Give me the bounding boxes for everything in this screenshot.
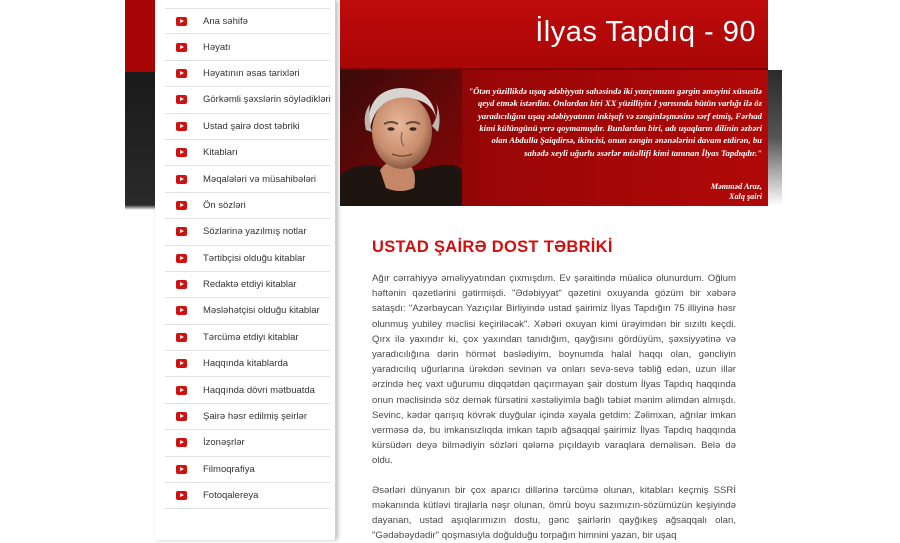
sidebar-item-label: Kitabları [203,147,238,159]
play-icon [176,122,187,131]
sidebar-item-famous-sayings[interactable] [165,87,330,113]
sidebar-item-translated-books[interactable] [165,325,330,351]
sidebar-item-friend-congrats[interactable] [165,114,330,140]
play-icon [176,148,187,157]
sidebar-item-articles[interactable] [165,166,330,192]
sidebar-item-label: Tərtibçisi olduğu kitablar [203,252,306,264]
quote-banner [340,70,768,206]
decorative-band [125,0,155,210]
sidebar-item-label: Məqalələri və müsahibələri [203,173,316,185]
play-icon [176,201,187,210]
play-icon [176,227,187,236]
play-icon [176,17,187,26]
sidebar-item-photo-gallery[interactable] [165,483,330,509]
sidebar-menu [165,8,330,509]
quote-author-title: Xalq şairi [729,192,762,201]
portrait-image [340,70,462,206]
sidebar-item-label: Ana səhifə [203,15,248,27]
play-icon [176,280,187,289]
quote-author-name: Məmməd Araz, [710,182,762,191]
sidebar-item-label: Şairə həsr edilmiş şeirlər [203,411,308,423]
sidebar-item-label: Haqqında dövri mətbuatda [203,384,315,396]
sidebar-item-label: Fotoqalereya [203,490,259,502]
sidebar-item-label: Həyatı [203,41,231,53]
header-banner [340,0,768,70]
sidebar-item-filmography[interactable] [165,457,330,483]
play-icon [176,254,187,263]
sidebar-item-consulted-books[interactable] [165,298,330,324]
play-icon [176,386,187,395]
sidebar-item-home[interactable] [165,8,330,34]
sidebar-item-prefaces[interactable] [165,193,330,219]
play-icon [176,333,187,342]
sidebar-item-in-books[interactable] [165,351,330,377]
quote-author [711,182,762,202]
article-paragraph: Əsərləri dünyanın bir çox aparıcı dillərinə tərcümə olunan, kitabları keçmiş SSRİ məkanında kütləvi tirajlarla nəşr olunan, ömrü boyu sazımızın-sözümüzün keşiyində dayanan, ustad aşıqlarımızın dostu, gənc şairlərin qayğıkeş ağsaqqalı olan, "Gədəbəydədir" qoşmasıyla doğulduğu torpağın himnini yazan, bir uşaq [372,484,736,542]
main-content [372,238,736,543]
site-title: İlyas Tapdıq - 90 [535,16,756,48]
play-icon [176,175,187,184]
sidebar-item-books[interactable] [165,140,330,166]
sidebar-item-label: Ustad şairə dost təbriki [203,120,300,132]
sidebar-item-key-dates[interactable] [165,61,330,87]
sidebar-item-sheet-music[interactable] [165,219,330,245]
sidebar-item-life[interactable] [165,34,330,60]
article-paragraph: Ağır cərrahiyyə əməliyyatından çıxmışdım. Ev şəraitində müalicə olunurdum. Oğlum həftənin qəzetlərini gətirmişdi. "Ədəbiyyat" qəzetini oxuyanda gözüm bir xəbərə sataşdı: "Azərbaycan Yazıçılar Birliyində ustad şairimiz İlyas Tapdığın 75 illiyinə həsr olunmuş yubiley məclisi keçiriləcək". Xəbəri oxuyan kimi ürəyimdən bir sızıltı keçdi. Qırx ilə yaxındır ki, çox yaxından tanıdığım, qayğısını gördüyüm, şəxsiyyətinə və yaradıcılığına dərin hörmət bəslədiyim, boynumda halal haqqı olan, gəncliyin yaradıcılıq uğurlarına ürəkdən sevinən və onları sevə-sevə təbliğ edən, uzun illər ərzində heç vaxt uğurumu diqqətdən qaçırmayan şair dostum İlyas Tapdıq haqqında onun məclisində söz demək fürsətini xəstəliyimlə bağlı təbiət mənim əlimdən almışdı. Sevinc, kədər qarışıq kövrək duyğular içində xəyala getdim: Zəlimxan, ağrılar imkan verməsə də, bu imkansızlıqda imkan tapıb ağsaqqal şairimiz İlyas Tapdıq haqqında kürsüdən deyə bilmədiyin sözləri qələmə pıçıldayıb varaqlara deməlisən. Belə də oldu. [372,273,736,467]
sidebar-item-edited-books[interactable] [165,272,330,298]
decorative-edge [768,70,782,206]
page-title: USTAD ŞAİRƏ DOST TƏBRİKİ [372,238,613,256]
sidebar-item-in-press[interactable] [165,377,330,403]
play-icon [176,359,187,368]
play-icon [176,95,187,104]
sidebar-item-label: Tərcümə etdiyi kitablar [203,331,299,343]
play-icon [176,491,187,500]
play-icon [176,465,187,474]
play-icon [176,43,187,52]
play-icon [176,306,187,315]
sidebar-item-publications[interactable] [165,430,330,456]
sidebar-item-label: Görkəmli şəxslərin söylədikləri [203,94,331,106]
play-icon [176,69,187,78]
sidebar-item-compiled-books[interactable] [165,246,330,272]
sidebar-item-label: Sözlərinə yazılmış notlar [203,226,307,238]
sidebar-item-label: Redaktə etdiyi kitablar [203,279,297,291]
sidebar-item-label: Həyatının əsas tarixləri [203,67,300,79]
play-icon [176,412,187,421]
sidebar-item-label: İzonəşrlər [203,437,245,449]
sidebar-item-label: Ön sözləri [203,199,246,211]
sidebar-item-label: Məsləhətçisi olduğu kitablar [203,305,320,317]
sidebar-item-dedicated-poems[interactable] [165,404,330,430]
sidebar [155,0,336,540]
sidebar-item-label: Filmoqrafiya [203,463,255,475]
play-icon [176,438,187,447]
sidebar-item-label: Haqqında kitablarda [203,358,289,370]
banner-quote: "Ötən yüzillikdə uşaq ədəbiyyatı sahəsində iki yazıçımızın gərgin əməyini xüsusilə qeyd etmək istərdim. Onlardan biri XX yüzilliyin I yarısında bütün varlığı ilə öz yaradıcılığını uşaq ədəbiyyatının inkişafı və zənginləşməsinə sərf etmiş, Fərhad kimi külüngünü yerə qoymamışdır. Bunlardan biri, adı uşaqların dilinin əzbəri olan Abdulla Şaiqdirsə, ikincisi, onun zəngin ənənələrini davam etdirən, bu sahədə xeyli uğurlu əsərlər müəllifi kimi tanınan İlyas Tapdıqdır." [468,85,762,158]
